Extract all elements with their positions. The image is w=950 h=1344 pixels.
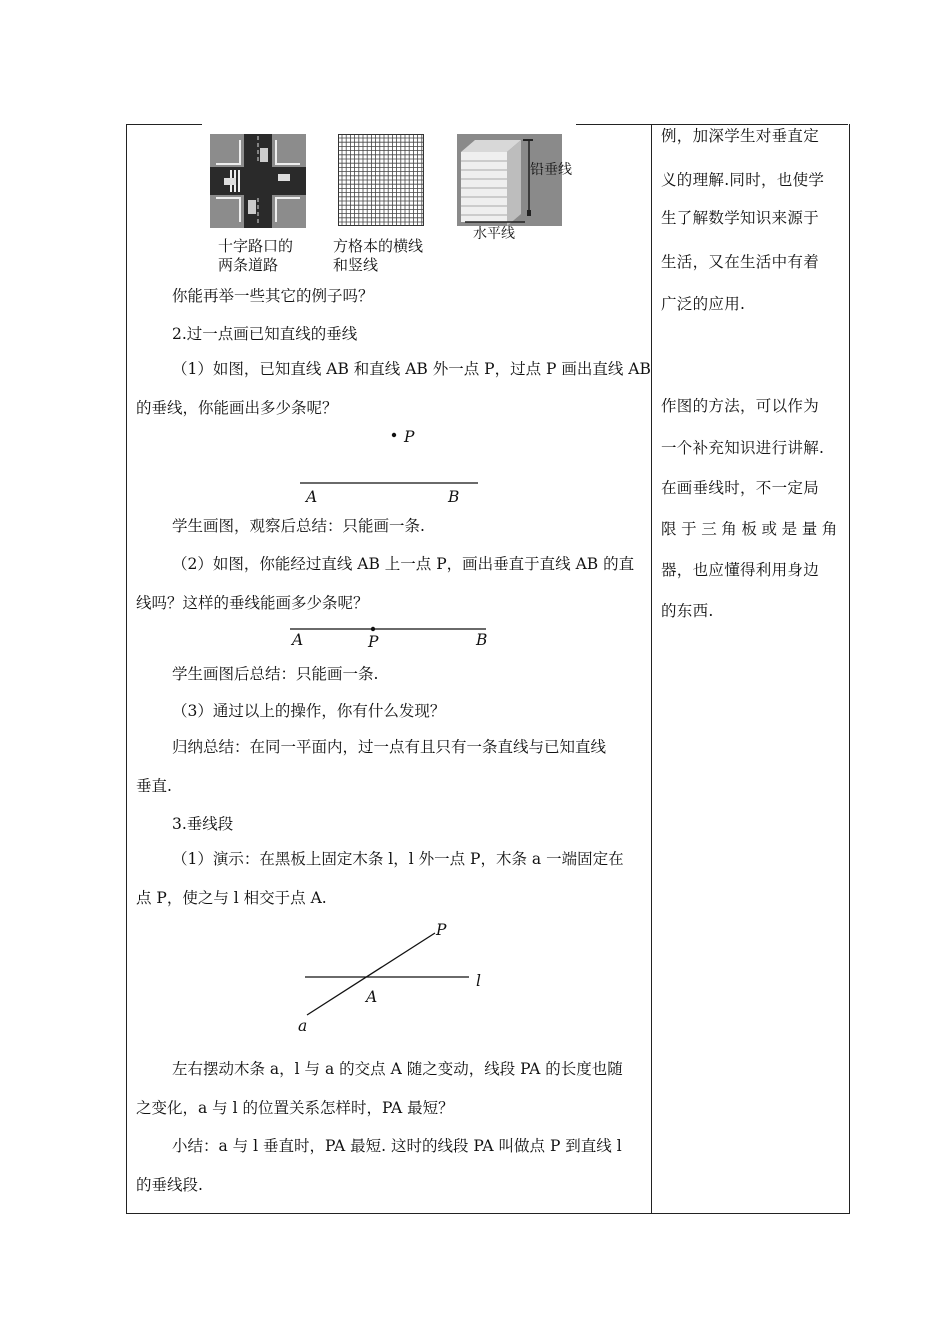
section-3-heading: 3.垂线段 xyxy=(172,815,234,833)
plumb-line-label: 铅垂线 xyxy=(530,162,572,178)
grid-paper-image xyxy=(338,134,424,230)
paragraph-examples: 你能再举一些其它的例子吗？ xyxy=(172,287,374,305)
table-top-border-right xyxy=(576,124,848,125)
column-divider xyxy=(651,124,652,1213)
side-note-line11: 的东西. xyxy=(661,602,714,620)
diagram-point-on-line xyxy=(288,620,493,644)
diagram-point-off-line xyxy=(290,425,490,509)
diagram2-label-A: A xyxy=(292,631,304,649)
summary-2: 学生画图后总结：只能画一条. xyxy=(172,665,379,683)
diagram3-label-P: P xyxy=(436,921,447,939)
diagram1-label-A: A xyxy=(306,488,318,506)
demo-line2: 点 P，使之与 l 相交于点 A. xyxy=(136,889,327,907)
side-note-line9: 限于三角板或是量角 xyxy=(661,520,842,538)
question-1-line2: 的垂线，你能画出多少条呢？ xyxy=(136,399,338,417)
diagram3-label-a: a xyxy=(298,1017,308,1035)
summary-1: 学生画图，观察后总结：只能画一条. xyxy=(172,517,425,535)
side-note-line7: 一个补充知识进行讲解. xyxy=(661,439,825,457)
conclusion-line1: 归纳总结：在同一平面内，过一点有且只有一条直线与已知直线 xyxy=(172,738,607,756)
crossroads-caption-2: 两条道路 xyxy=(218,256,279,274)
side-note-line8: 在画垂线时，不一定局 xyxy=(661,479,820,497)
side-note-line10: 器，也应懂得利用身边 xyxy=(661,561,820,579)
level-line-label: 水平线 xyxy=(473,226,515,242)
observation-line1: 左右摆动木条 a，l 与 a 的交点 A 随之变动，线段 PA 的长度也随 xyxy=(172,1060,623,1078)
table-top-border-left xyxy=(126,124,202,125)
side-note-line2: 义的理解.同时，也使学 xyxy=(661,171,825,189)
diagram-intersecting-lines xyxy=(295,925,495,1029)
crossroads-image xyxy=(210,134,306,232)
question-3: （3）通过以上的操作，你有什么发现？ xyxy=(172,702,446,720)
question-1-line1: （1）如图，已知直线 AB 和直线 AB 外一点 P，过点 P 画出直线 AB xyxy=(172,360,651,378)
section-2-heading: 2.过一点画已知直线的垂线 xyxy=(172,325,358,343)
diagram3-label-A: A xyxy=(366,988,378,1006)
question-2-line1: （2）如图，你能经过直线 AB 上一点 P，画出垂直于直线 AB 的直 xyxy=(172,555,635,573)
side-note-line6: 作图的方法，可以作为 xyxy=(661,397,820,415)
conclusion-line2: 垂直. xyxy=(136,777,172,795)
side-note-line3: 生了解数学知识来源于 xyxy=(661,209,820,227)
final-summary-line2: 的垂线段. xyxy=(136,1176,203,1194)
grid-caption-1: 方格本的横线 xyxy=(333,237,424,255)
final-summary-line1: 小结：a 与 l 垂直时，PA 最短. 这时的线段 PA 叫做点 P 到直线 l xyxy=(172,1137,622,1155)
grid-caption-2: 和竖线 xyxy=(333,256,379,274)
side-note-line1: 例，加深学生对垂直定 xyxy=(661,127,820,145)
side-note-line4: 生活，又在生活中有着 xyxy=(661,253,820,271)
diagram2-label-P: P xyxy=(368,633,379,651)
observation-line2: 之变化，a 与 l 的位置关系怎样时，PA 最短？ xyxy=(136,1099,454,1117)
demo-line1: （1）演示：在黑板上固定木条 l，l 外一点 P，木条 a 一端固定在 xyxy=(172,850,624,868)
diagram2-label-B: B xyxy=(476,631,488,649)
diagram1-label-B: B xyxy=(448,488,460,506)
side-note-line5: 广泛的应用. xyxy=(661,295,746,313)
diagram3-label-l: l xyxy=(476,972,481,990)
crossroads-caption-1: 十字路口的 xyxy=(218,237,294,255)
wall-plumb-image xyxy=(457,134,562,230)
question-2-line2: 线吗？这样的垂线能画多少条呢？ xyxy=(136,594,369,612)
diagram1-label-P: P xyxy=(404,428,415,446)
